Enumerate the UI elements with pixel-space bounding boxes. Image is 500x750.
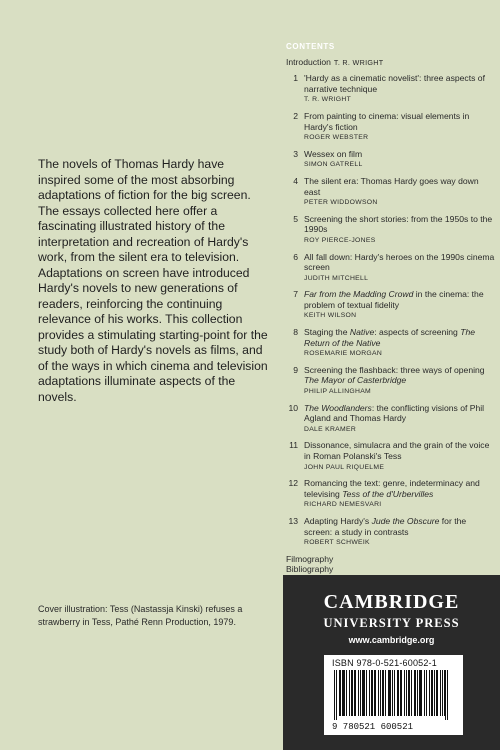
barcode-icon [330, 670, 457, 732]
barcode-bar [351, 670, 352, 716]
chapter-body [304, 478, 496, 511]
barcode-bar [371, 670, 372, 716]
chapter-number: 1 [293, 73, 298, 84]
chapter-number: 2 [293, 110, 298, 121]
barcode-bar [420, 670, 421, 716]
barcode-bar [437, 670, 438, 716]
chapter-title-part: The Woodlanders [304, 402, 372, 413]
chapter-entry [286, 111, 496, 144]
chapter-title: All fall down: Hardy's heroes on the 1990s cinema screen [304, 251, 495, 273]
barcode-bar [380, 670, 381, 716]
chapter-title-part: Staging the [304, 327, 350, 338]
barcode-bar [424, 670, 425, 716]
barcode-bar [426, 670, 427, 716]
chapter-number: 13 [288, 515, 298, 526]
barcode-bar [372, 670, 373, 716]
chapter-author: JOHN PAUL RIQUELME [304, 463, 385, 471]
barcode-bar [408, 670, 409, 716]
barcode-bar [349, 670, 350, 716]
chapter-title-part: Tess of the d'Urbervilles [342, 488, 434, 499]
barcode-bars [334, 670, 448, 720]
chapter-author: RICHARD NEMESVARI [304, 501, 382, 509]
barcode-bar [429, 670, 430, 716]
barcode-bar [409, 670, 410, 716]
barcode-bar [340, 670, 341, 716]
chapter-title: The silent era: Thomas Hardy goes way down east [304, 175, 479, 197]
chapter-author: PHILIP ALLINGHAM [304, 388, 372, 396]
barcode-bar [436, 670, 437, 716]
chapter-body [304, 403, 496, 436]
chapter-entry [286, 403, 496, 436]
barcode-bar [382, 670, 383, 716]
chapter-entry [286, 149, 496, 171]
chapter-entry [286, 214, 496, 247]
bibliography-entry: Bibliography [286, 564, 334, 575]
barcode-bar [444, 670, 445, 716]
contents-heading: CONTENTS [286, 42, 335, 51]
chapter-author: ROY PIERCE-JONES [304, 236, 376, 244]
contents-intro [286, 57, 496, 69]
chapter-entry [286, 73, 496, 106]
barcode-bar [385, 670, 386, 716]
chapter-number: 9 [293, 364, 298, 375]
chapter-entry [286, 516, 496, 549]
chapter-title-part: in the cinema: the problem of textual fidelity [304, 289, 484, 310]
chapter-body [304, 289, 496, 322]
barcode-bar [397, 670, 398, 716]
barcode-bar [342, 670, 343, 716]
barcode-bar [434, 670, 435, 716]
chapter-entry [286, 327, 496, 360]
chapter-title: From painting to cinema: visual elements in Hardy's fiction [304, 110, 470, 132]
chapter-title-part: Screening the flashback: three ways of opening [304, 364, 485, 375]
barcode-bar [344, 670, 345, 716]
filmography-entry: Filmography [286, 553, 334, 564]
chapter-title-part: Adapting Hardy's [304, 515, 372, 526]
barcode-bar [362, 670, 363, 716]
intro-author: T. R. WRIGHT [333, 57, 384, 67]
cover-illustration-caption: Cover illustration: Tess (Nastassja Kinski) refuses a strawberry in Tess, Pathé Renn Production, 1979. [38, 604, 243, 627]
barcode-bar [398, 670, 399, 716]
chapter-title-part: The Return of the Native [304, 327, 476, 348]
chapter-body [304, 440, 496, 473]
chapter-number: 11 [289, 440, 298, 451]
chapter-title: Dissonance, simulacra and the grain of the voice in Roman Polanski's Tess [304, 440, 490, 461]
chapter-number: 6 [293, 251, 298, 262]
chapter-author: PETER WIDDOWSON [304, 199, 378, 207]
barcode-bar [414, 670, 415, 716]
chapter-title: Wessex on film [304, 148, 363, 159]
chapter-body [304, 327, 496, 360]
barcode-bar [440, 670, 441, 716]
barcode-bar [334, 670, 335, 720]
chapter-title-part: Far from the Madding Crowd [304, 289, 414, 300]
chapter-author: SIMON GATRELL [304, 161, 363, 169]
barcode-bar [336, 670, 337, 720]
chapter-title-part: Native [349, 327, 375, 338]
publisher-logo-subtitle: UNIVERSITY PRESS [323, 616, 460, 630]
barcode-bar [364, 670, 365, 716]
chapter-author: ROGER WEBSTER [304, 134, 369, 142]
chapter-entry [286, 252, 496, 285]
chapter-list [286, 73, 496, 549]
chapter-author: ROSEMARIE MORGAN [304, 350, 383, 358]
barcode-bar [343, 670, 344, 716]
barcode-bar [389, 670, 390, 716]
chapter-body [304, 252, 496, 285]
chapter-body [304, 516, 496, 549]
chapter-entry [286, 289, 496, 322]
chapter-body [304, 111, 496, 144]
barcode-bar [358, 670, 359, 716]
barcode-bar [363, 670, 364, 716]
chapter-body [304, 214, 496, 247]
chapter-author: ROBERT SCHWEIK [304, 539, 370, 547]
blurb-text: The novels of Thomas Hardy have inspired some of the most absorbing adaptations of fiction for the big screen. The essays collected here offer a fascinating illustrated history of the interpretation and recreation of Hardy's work, from the silent era to television. Adaptations on screen have introduced Hardy's novels to new generations of readers, reinforcing the continuing relevance of his works. This collection provides a stimulating starting-point for the study both of Hardy's novels as films, and of the ways in which cinema and television adaptations illuminate aspects of the novels. [38, 157, 268, 404]
barcode-bar [447, 670, 448, 720]
table-of-contents [286, 42, 496, 575]
chapter-body [304, 365, 496, 398]
publisher-website: www.cambridge.org [348, 635, 435, 645]
barcode-bar [404, 670, 405, 716]
chapter-entry [286, 478, 496, 511]
barcode-bar [401, 670, 402, 716]
barcode-bar [355, 670, 356, 716]
isbn-label: ISBN 978-0-521-60052-1 [332, 658, 437, 668]
chapter-number: 4 [293, 175, 298, 186]
barcode-bar [415, 670, 416, 716]
chapter-title-part: for the screen: a study in contrasts [304, 515, 467, 537]
barcode-panel [324, 655, 463, 735]
barcode-bar [400, 670, 401, 716]
barcode-bar [442, 670, 443, 716]
chapter-number: 3 [293, 148, 298, 159]
chapter-body [304, 149, 496, 171]
chapter-author: DALE KRAMER [304, 425, 357, 433]
barcode-digits: 9 780521 600521 [332, 722, 414, 732]
chapter-number: 8 [293, 327, 298, 338]
chapter-title-part: The Mayor of Casterbridge [304, 375, 407, 386]
chapter-title-part: Romancing the text: genre, indeterminacy and televising [304, 478, 480, 499]
contents-tail [286, 554, 496, 575]
chapter-author: KEITH WILSON [304, 312, 357, 320]
chapter-number: 10 [288, 402, 298, 413]
publisher-logo: CAMBRIDGE [323, 591, 460, 613]
barcode-bar [383, 670, 384, 716]
barcode-bar [375, 670, 376, 716]
barcode-bar [406, 670, 407, 716]
chapter-title: 'Hardy as a cinematic novelist': three aspects of narrative technique [304, 73, 485, 94]
barcode-bar [394, 670, 395, 716]
barcode-bar [417, 670, 418, 716]
chapter-author: JUDITH MITCHELL [304, 274, 369, 282]
barcode-bar [378, 670, 379, 716]
chapter-title-part: : the conflicting visions of Phil Agland and Thomas Hardy [304, 402, 485, 424]
barcode-bar [431, 670, 432, 716]
chapter-number: 7 [293, 289, 298, 300]
barcode-bar [445, 670, 446, 720]
barcode-bar [392, 670, 393, 716]
barcode-bar [374, 670, 375, 716]
barcode-bar [346, 670, 347, 716]
chapter-author: T. R. WRIGHT [304, 96, 352, 104]
chapter-title-part: Jude the Obscure [371, 515, 440, 526]
publisher-box [283, 575, 500, 750]
barcode-bar [369, 670, 370, 716]
chapter-body [304, 73, 496, 106]
barcode-bar [366, 670, 367, 716]
chapter-number: 12 [288, 478, 298, 489]
chapter-title-part: : aspects of screening [374, 327, 461, 338]
barcode-bar [411, 670, 412, 716]
barcode-bar [352, 670, 353, 716]
chapter-body [304, 176, 496, 209]
chapter-entry [286, 365, 496, 398]
barcode-bar [360, 670, 361, 716]
barcode-bar [354, 670, 355, 716]
barcode-bar [339, 670, 340, 716]
barcode-bar [388, 670, 389, 716]
barcode-bar [421, 670, 422, 716]
intro-label: Introduction [286, 56, 331, 67]
barcode-bar [419, 670, 420, 716]
chapter-title: Screening the short stories: from the 1950s to the 1990s [304, 213, 493, 235]
barcode-bar [432, 670, 433, 716]
chapter-entry [286, 440, 496, 473]
chapter-number: 5 [293, 213, 298, 224]
chapter-entry [286, 176, 496, 209]
barcode-bar [390, 670, 391, 716]
